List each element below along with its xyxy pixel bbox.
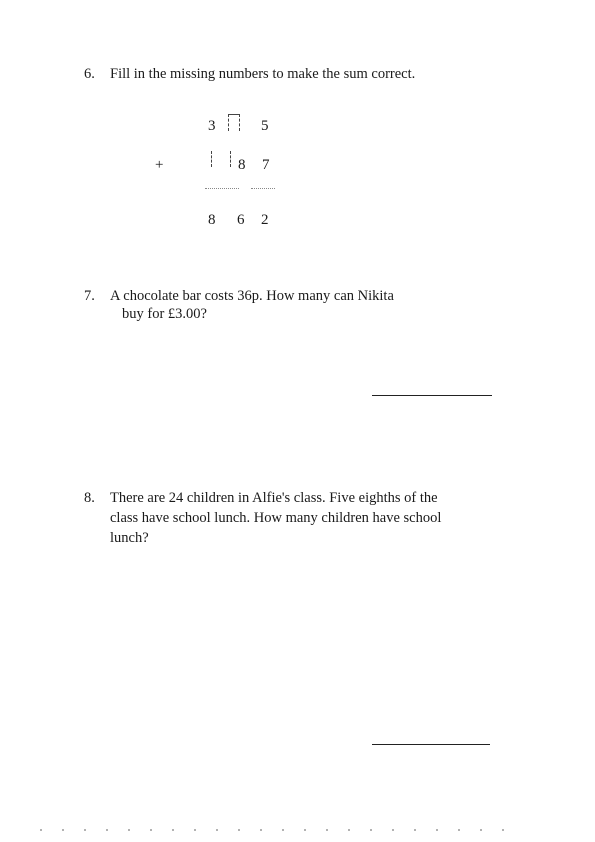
question-6-number: 6.	[84, 66, 95, 82]
sum-rule-left	[205, 188, 239, 189]
missing-digit-box-row1[interactable]	[228, 114, 240, 131]
question-6-text: Fill in the missing numbers to make the sum correct.	[110, 66, 416, 82]
sum-row1-hundreds: 3	[208, 118, 216, 134]
question-7-line1: A chocolate bar costs 36p. How many can Nikita	[110, 288, 394, 304]
sum-rule-right	[251, 188, 275, 189]
sum-result-hundreds: 8	[208, 212, 216, 228]
question-8-line1: There are 24 children in Alfie's class. Five eighths of the	[110, 490, 438, 506]
question-7-number: 7.	[84, 288, 95, 304]
sum-result-tens: 6	[237, 212, 245, 228]
sum-result-units: 2	[261, 212, 269, 228]
footer-scan-dots	[30, 829, 510, 831]
sum-row2-units: 7	[262, 157, 270, 173]
question-7-line2: buy for £3.00?	[122, 306, 207, 322]
plus-sign: +	[155, 157, 164, 173]
sum-row1-units: 5	[261, 118, 269, 134]
question-8-answer-line[interactable]	[372, 744, 490, 745]
question-7-answer-line[interactable]	[372, 395, 492, 396]
sum-row2-tens: 8	[238, 157, 246, 173]
question-8-number: 8.	[84, 490, 95, 506]
question-8-line3: lunch?	[110, 530, 149, 546]
question-8-line2: class have school lunch. How many children have school	[110, 510, 442, 526]
missing-digit-box-row2[interactable]	[211, 151, 231, 167]
